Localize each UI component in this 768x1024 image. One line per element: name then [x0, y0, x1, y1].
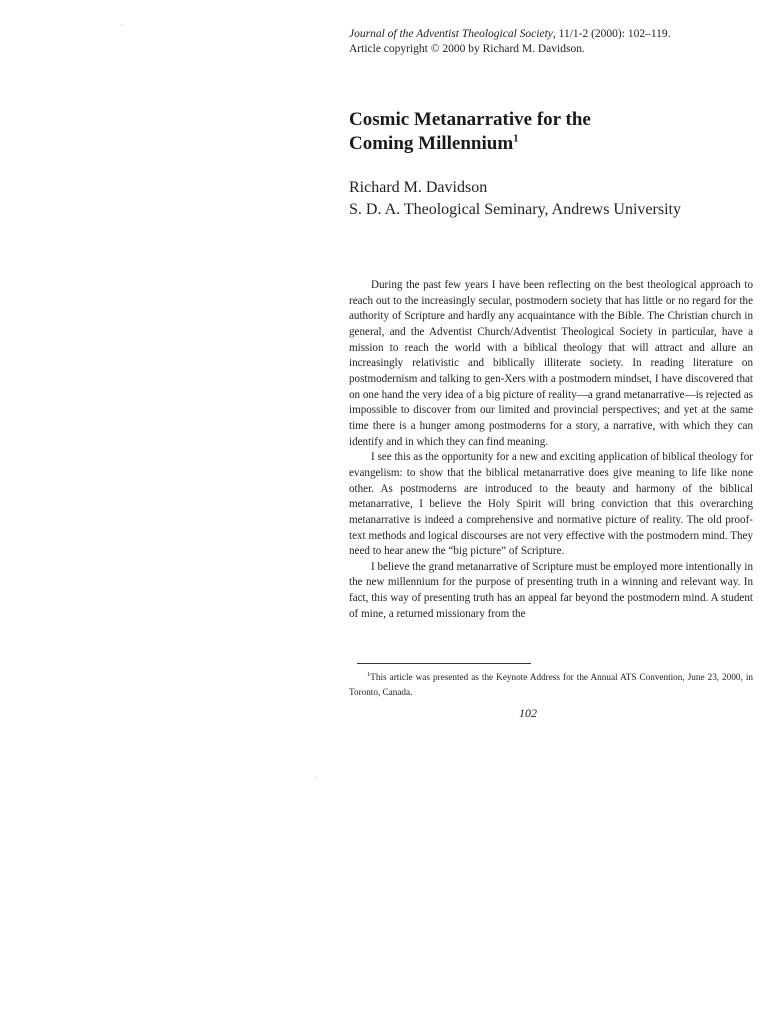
- title-line-2-text: Coming Millennium: [349, 133, 514, 154]
- page-number: 102: [519, 706, 537, 720]
- footnote: [349, 670, 753, 699]
- article-body: [349, 278, 753, 622]
- journal-name: Journal of the Adventist Theological Society: [349, 28, 553, 40]
- copyright-line: Article copyright © 2000 by Richard M. Davidson.: [349, 43, 585, 55]
- journal-header: [349, 27, 749, 57]
- article-title: [349, 108, 739, 156]
- author-name: Richard M. Davidson: [349, 179, 488, 196]
- footnote-text-block: [349, 670, 753, 699]
- author-affiliation: S. D. A. Theological Seminary, Andrews University: [349, 201, 681, 218]
- body-paragraph-2: I see this as the opportunity for a new and exciting application of biblical theology for evangelism: to show that the biblical metanarrative does give meaning to life like none other. As postmoderns are introduced to the beauty and harmony of the biblical metanarrative, I believe the Holy Spirit will bring conviction that this overarching metanarrative is indeed a comprehensive and normative picture of reality. The old proof-text methods and logical discourses are not very effective with the postmodern mind. They need to hear anew the “big picture” of Scripture.: [349, 451, 753, 558]
- title-line-2: [349, 132, 739, 156]
- body-paragraph-3: I believe the grand metanarrative of Scripture must be employed more intentionally in the new millennium for the purpose of presenting truth in a winning and relevant way. In fact, this way of presenting truth has an appeal far beyond the postmodern mind. A student of mine, a returned missionary from the: [349, 560, 753, 620]
- scan-speck: [316, 777, 317, 778]
- title-footnote-mark[interactable]: 1: [513, 132, 519, 145]
- journal-citation-line: [349, 27, 749, 42]
- author-block: [349, 177, 749, 221]
- footnote-divider: [357, 663, 531, 664]
- title-line-1: Cosmic Metanarrative for the: [349, 109, 591, 130]
- footnote-text: This article was presented as the Keynote Address for the Annual ATS Convention, June 23, 2000, in Toronto, Canada.: [349, 672, 753, 697]
- body-paragraph-1: During the past few years I have been reflecting on the best theological approach to reach out to the increasingly secular, postmodern society that has little or no regard for the authority of Scripture and hardly any acquaintance with the Bible. The Christian church in general, and the Adventist Church/Adventist Theological Society in particular, have a mission to reach the world with a biblical theology that will attract and allure an increasingly relativistic and biblically illiterate society. In reading literature on postmodernism and talking to gen-Xers with a postmodern mindset, I have discovered that on one hand the very idea of a big picture of reality—a grand metanarrative—is rejected as impossible to discover from our limited and provincial perspectives; and yet at the same time there is a hunger among postmoderns for a story, a narrative, with which they can identify and in which they can find meaning.: [349, 279, 753, 448]
- scan-speck: [121, 24, 122, 25]
- footnote-mark: 1: [367, 670, 371, 678]
- journal-volume-pages: , 11/1-2 (2000): 102–119.: [552, 28, 671, 40]
